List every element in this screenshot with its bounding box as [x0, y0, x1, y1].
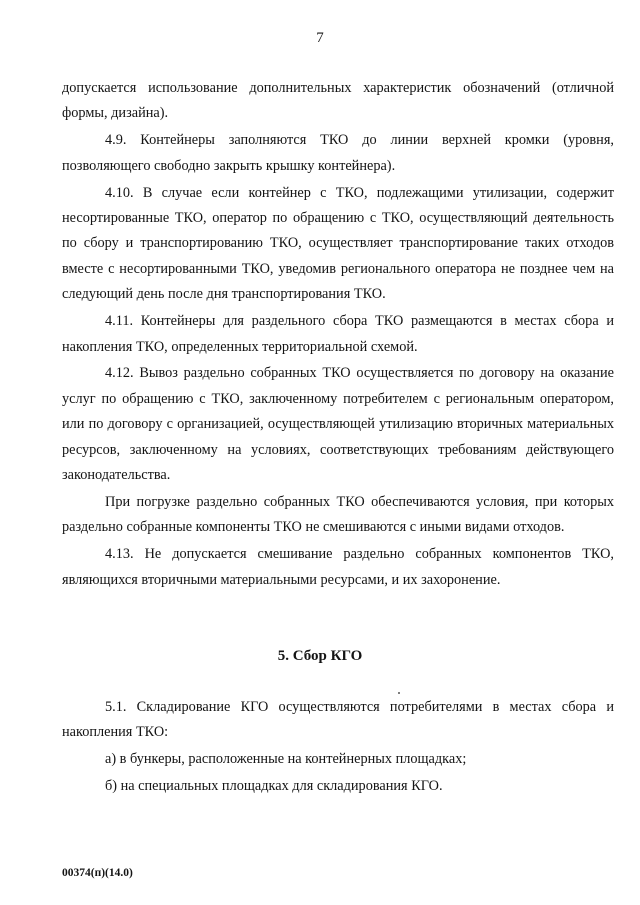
main-text — [62, 76, 614, 595]
paragraph-continuation: допускается использование дополнительных характеристик обозначений (отличной формы, дизайна). — [62, 80, 614, 122]
section-5-text — [62, 695, 614, 801]
document-code: 00374(п)(14.0) — [62, 867, 133, 879]
page-number: 7 — [316, 30, 324, 46]
paragraph-4-13: 4.13. Не допускается смешивание раздельно собранных компонентов ТКО, являющихся вторичными материальными ресурсами, и их захоронение. — [62, 546, 614, 588]
scan-speck — [398, 692, 400, 694]
paragraph-5-1: 5.1. Складирование КГО осуществляются потребителями в местах сбора и накопления ТКО: — [62, 699, 614, 741]
paragraph-4-10: 4.10. В случае если контейнер с ТКО, подлежащими утилизации, содержит несортированные ТКО, оператор по обращению с ТКО, осуществляющий деятельность по сбору и транспортированию ТКО, осуществляет транспортирование таких отходов вместе с несортированными ТКО, уведомив регионального оператора не позднее чем на следующий день после дня транспортирования ТКО. — [62, 184, 614, 303]
list-item-a: а) в бункеры, расположенные на контейнерных площадках; — [105, 751, 467, 768]
section-heading: 5. Сбор КГО — [277, 648, 363, 664]
paragraph-loading-conditions: При погрузке раздельно собранных ТКО обеспечиваются условия, при которых раздельно собранные компоненты ТКО не смешиваются с иными видами отходов. — [62, 494, 614, 536]
paragraph-4-9: 4.9. Контейнеры заполняются ТКО до линии верхней кромки (уровня, позволяющего свободно закрыть крышку контейнера). — [62, 132, 614, 174]
list-item-b: б) на специальных площадках для складирования КГО. — [105, 778, 443, 795]
paragraph-4-12: 4.12. Вывоз раздельно собранных ТКО осуществляется по договору на оказание услуг по обращению с ТКО, заключенному потребителем с региональным оператором, или по договору с организацией, осуществляющей утилизацию вторичных материальных ресурсов, заключенному на условиях, соответствующих требованиям действующего законодательства. — [62, 365, 614, 484]
paragraph-4-11: 4.11. Контейнеры для раздельного сбора ТКО размещаются в местах сбора и накопления ТКО, определенных территориальной схемой. — [62, 313, 614, 355]
